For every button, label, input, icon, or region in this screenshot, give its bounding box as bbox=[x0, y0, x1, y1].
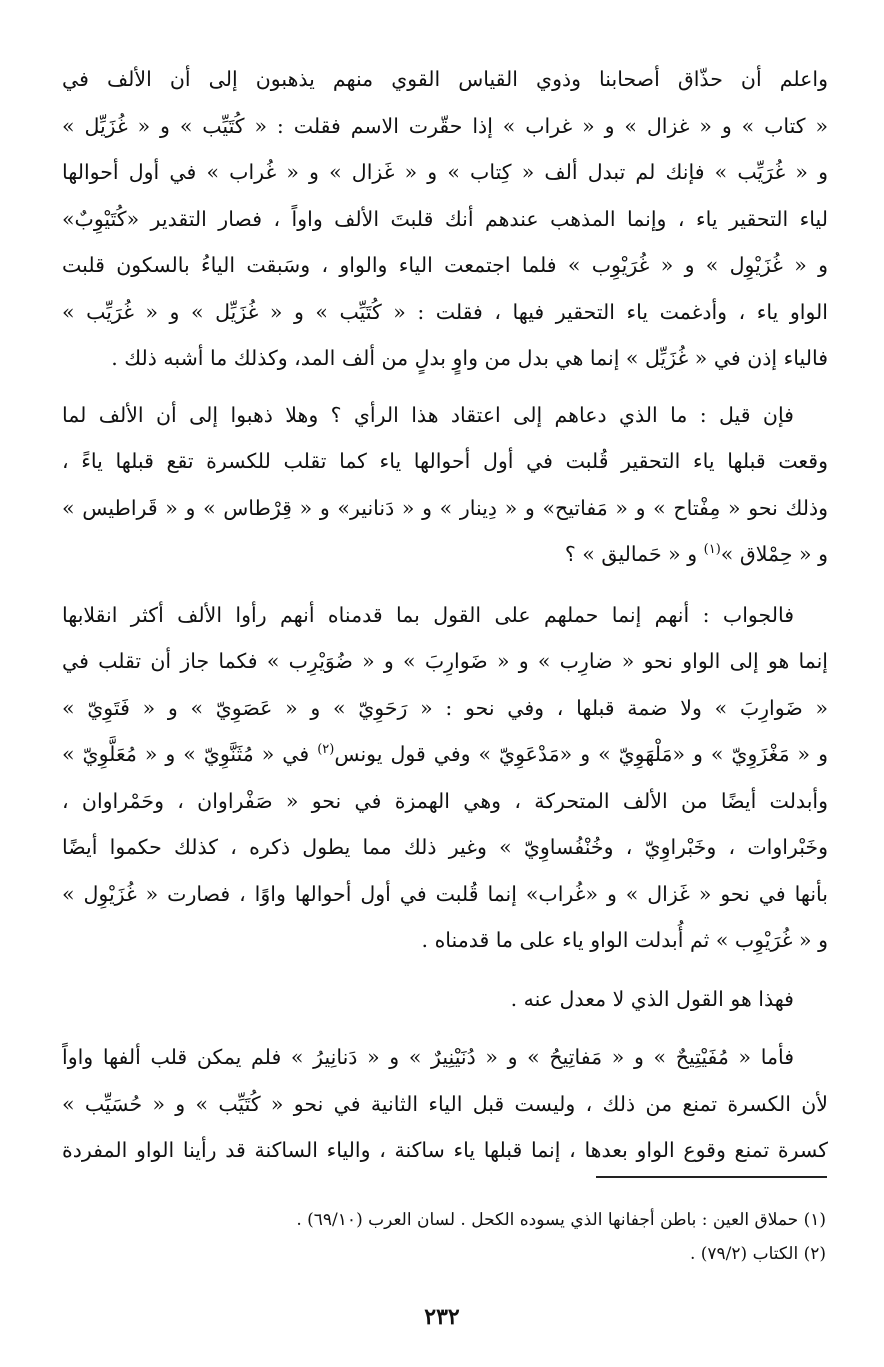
paragraph-1 bbox=[62, 56, 828, 382]
text-line: إنما هو إلى الواو نحو « ضارِب » و « ضَوارِبَ » و « ضُوَيْرِب » فكما جاز أن تقلب في bbox=[62, 649, 828, 673]
footnote-2: (٢) الكتاب (٧٩/٢) . bbox=[689, 1244, 826, 1264]
text-line: فأما « مُفَيْتِيحٌ » و « مَفاتِيحُ » و « دُنَيْنِيرٌ » و « دَنانِيرُ » فلم يمكن قلب ألفها واواً bbox=[62, 1045, 794, 1069]
text-line: وقعت قبلها ياء التحقير قُلبت في أول أحوالها ياء كما تقلب للكسرة تقع قبلها ياءً ، bbox=[62, 449, 828, 473]
text-line: فالجواب : أنهم إنما حملهم على القول بما قدمناه أنهم رأوا الألف أكثر انقلابها bbox=[62, 602, 794, 627]
footnote-ref-2: (٢) bbox=[317, 742, 335, 758]
text-line: واعلم أن حذّاق أصحابنا وذوي القياس القوي منهم يذهبون إلى أن الألف في bbox=[62, 67, 828, 91]
text-line: « كتاب » و « غزال » و « غراب » إذا حقّرت الاسم فقلت : « كُتَيِّب » و « غُزَيِّل » bbox=[62, 113, 828, 138]
text-line: فإن قيل : ما الذي دعاهم إلى اعتقاد هذا الرأي ؟ وهلا ذهبوا إلى أن الألف لما bbox=[62, 402, 794, 427]
text-segment: في « مُثَنَّوِيّ » و « مُعَلَّوِيّ » bbox=[62, 742, 310, 766]
text-line: لياء التحقير ياء ، وإنما المذهب عندهم أنك قلبتَ الألف واواً ، فصار التقدير «كُتَيْوِبٌ» bbox=[62, 206, 828, 231]
paragraph-2 bbox=[62, 392, 828, 578]
paragraph-5 bbox=[62, 1034, 828, 1174]
text-segment: و « حَماليق » ؟ bbox=[564, 542, 698, 566]
text-line: « ضَوارِبَ » ولا ضمة قبلها ، وفي نحو : « رَحَوِيّ » و « عَصَوِيّ » و « فَتَوِيّ » bbox=[62, 695, 828, 720]
text-line bbox=[62, 531, 828, 578]
page-number: ٢٣٢ bbox=[424, 1304, 460, 1330]
text-line: كسرة تمنع وقوع الواو بعدها ، إنما قبلها ياء ساكنة ، والياء الساكنة قد رأينا الواو المفردة bbox=[62, 1138, 828, 1162]
text-line: وذلك نحو « مِفْتاح » و « مَفاتيح» و « دِينار » و « دَنانير» و « قِرْطاس » و « قَراطيس » bbox=[62, 495, 828, 520]
footnote-divider bbox=[596, 1176, 827, 1178]
text-line: و « غُرَيْوِب » ثم أُبدلت الواو ياء على ما قدمناه . bbox=[421, 928, 828, 952]
text-segment: و « حِمْلاق » bbox=[720, 542, 828, 566]
paragraph-4 bbox=[62, 976, 828, 1023]
text-segment: و « مَغْزَوِيّ » و «مَلْهَوِيّ » و «مَدْعَوِيّ » وفي قول يونس bbox=[334, 742, 828, 766]
text-line: و « غُرَيِّب » فإنك لم تبدل ألف « كِتاب » و « غَزال » و « غُراب » في أول أحوالها bbox=[62, 160, 828, 184]
text-line: فالياء إذن في « غُزَيِّل » إنما هي بدل من واوٍ بدلٍ من ألف المد، وكذلك ما أشبه ذلك . bbox=[111, 346, 828, 370]
text-line: لأن الكسرة تمنع من ذلك ، وليست قبل الياء الثانية في نحو « كُتَيِّب » و « حُسَيِّب » bbox=[62, 1091, 828, 1116]
footnote-1: (١) حملاق العين : باطن أجفانها الذي يسوده الكحل . لسان العرب (٦٩/١٠) . bbox=[296, 1210, 826, 1230]
text-line: وخَبْراوات ، وخَبْراوِيّ ، وخُنْفُساوِيّ » وغير ذلك مما يطول ذكره ، كذلك حكموا أيضًا bbox=[62, 835, 828, 859]
paragraph-3 bbox=[62, 592, 828, 964]
text-line: الواو ياء ، وأدغمت ياء التحقير فيها ، فقلت : « كُتَيِّب » و « غُزَيِّل » و « غُرَيِّب » bbox=[62, 299, 828, 324]
text-line bbox=[62, 731, 828, 778]
text-line: وأبدلت أيضًا من الألف المتحركة ، وهي الهمزة في نحو « صَفْراوان ، وحَمْراوان ، bbox=[62, 788, 828, 813]
text-line: بأنها في نحو « غَزال » و «غُراب» إنما قُلبت في أول أحوالها واوًا ، فصارت « غُزَيْوِل » bbox=[62, 881, 828, 906]
text-line: و « غُزَيْوِل » و « غُرَيْوِب » فلما اجتمعت الياء والواو ، وسَبقت الياءُ بالسكون قلبت bbox=[62, 253, 828, 277]
footnote-ref-1: (١) bbox=[703, 542, 721, 558]
text-line: فهذا هو القول الذي لا معدل عنه . bbox=[510, 986, 794, 1011]
